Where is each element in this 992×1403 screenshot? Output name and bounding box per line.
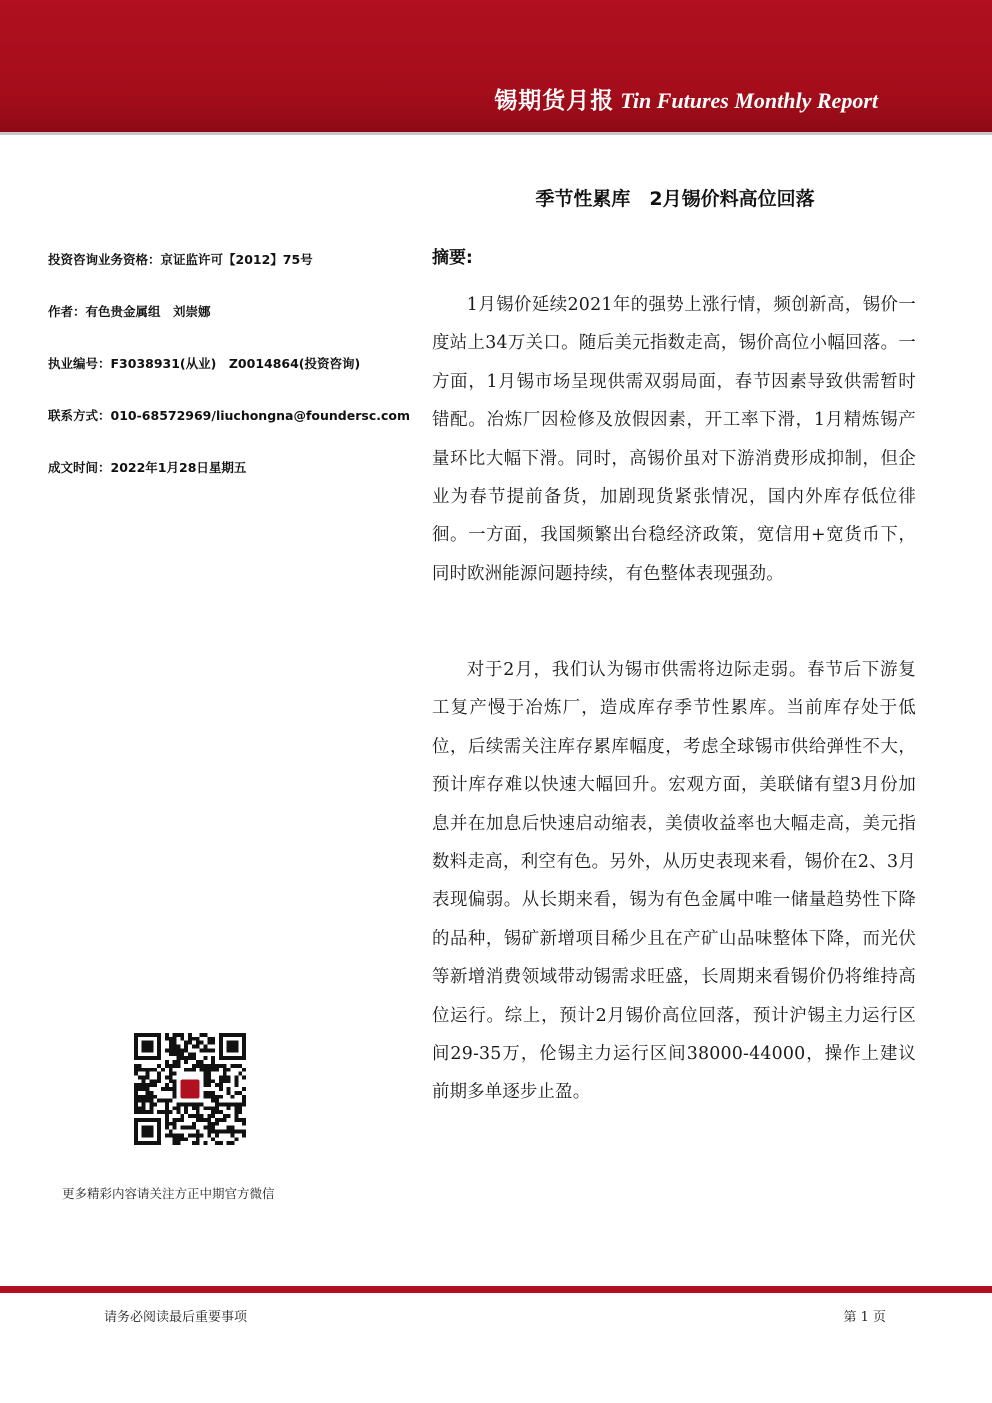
headline: 季节性累库 2月锡价料高位回落: [535, 188, 815, 210]
report-title: [494, 82, 878, 115]
wechat-qr-icon: [134, 1033, 246, 1145]
summary-paragraph-1: 1月锡价延续2021年的强势上涨行情，频创新高，锡价一度站上34万关口。随后美元指数走高，锡价高位小幅回落。一方面，1月锡市场呈现供需双弱局面，春节因素导致供需暂时错配。冶炼厂因检修及放假因素，开工率下滑，1月精炼锡产量环比大幅下滑。同时，高锡价虽对下游消费形成抑制，但企业为春节提前备货，加剧现货紧张情况，国内外库存低位徘徊。一方面，我国频繁出台稳经济政策，宽信用+宽货币下，同时欧洲能源问题持续，有色整体表现强劲。: [432, 295, 916, 584]
meta-cert: [48, 354, 360, 372]
header-banner: [0, 0, 992, 132]
header-divider: [0, 132, 992, 135]
meta-cert-value: F3038931(从业) Z0014864(投资咨询): [110, 356, 361, 371]
meta-author-value: 有色贵金属组 刘崇娜: [85, 304, 211, 319]
meta-contact: [48, 406, 410, 424]
footer-divider: [0, 1286, 992, 1293]
footer-disclaimer[interactable]: 请务必阅读最后重要事项: [104, 1310, 248, 1325]
meta-license-value: 京证监许可【2012】75号: [160, 252, 313, 267]
meta-license-label: 投资咨询业务资格：: [48, 252, 161, 267]
meta-license: [48, 250, 313, 268]
meta-date: [48, 458, 246, 476]
meta-author: [48, 302, 211, 320]
page-number: 第 1 页: [843, 1310, 886, 1325]
report-title-en: Tin Futures Monthly Report: [620, 88, 878, 113]
meta-contact-value[interactable]: 010-68572969/liuchongna@foundersc.com: [110, 408, 411, 423]
summary-label: 摘要:: [432, 248, 473, 268]
qr-caption: 更多精彩内容请关注方正中期官方微信: [62, 1186, 275, 1201]
meta-contact-label: 联系方式：: [48, 408, 111, 423]
meta-cert-label: 执业编号：: [48, 356, 111, 371]
report-title-cn: 锡期货月报: [494, 88, 615, 114]
meta-date-label: 成文时间：: [48, 460, 111, 475]
meta-date-value: 2022年1月28日星期五: [110, 460, 247, 475]
summary-paragraph-2: 对于2月，我们认为锡市供需将边际走弱。春节后下游复工复产慢于冶炼厂，造成库存季节性累库。当前库存处于低位，后续需关注库存累库幅度，考虑全球锡市供给弹性不大，预计库存难以快速大幅回升。宏观方面，美联储有望3月份加息并在加息后快速启动缩表，美债收益率也大幅走高，美元指数料走高，利空有色。另外，从历史表现来看，锡价在2、3月表现偏弱。从长期来看，锡为有色金属中唯一储量趋势性下降的品种，锡矿新增项目稀少且在产矿山品味整体下降，而光伏等新增消费领域带动锡需求旺盛，长周期来看锡价仍将维持高位运行。综上，预计2月锡价高位回落，预计沪锡主力运行区间29-35万，伦锡主力运行区间38000-44000，操作上建议前期多单逐步止盈。: [432, 660, 916, 1103]
meta-author-label: 作者：: [48, 304, 86, 319]
